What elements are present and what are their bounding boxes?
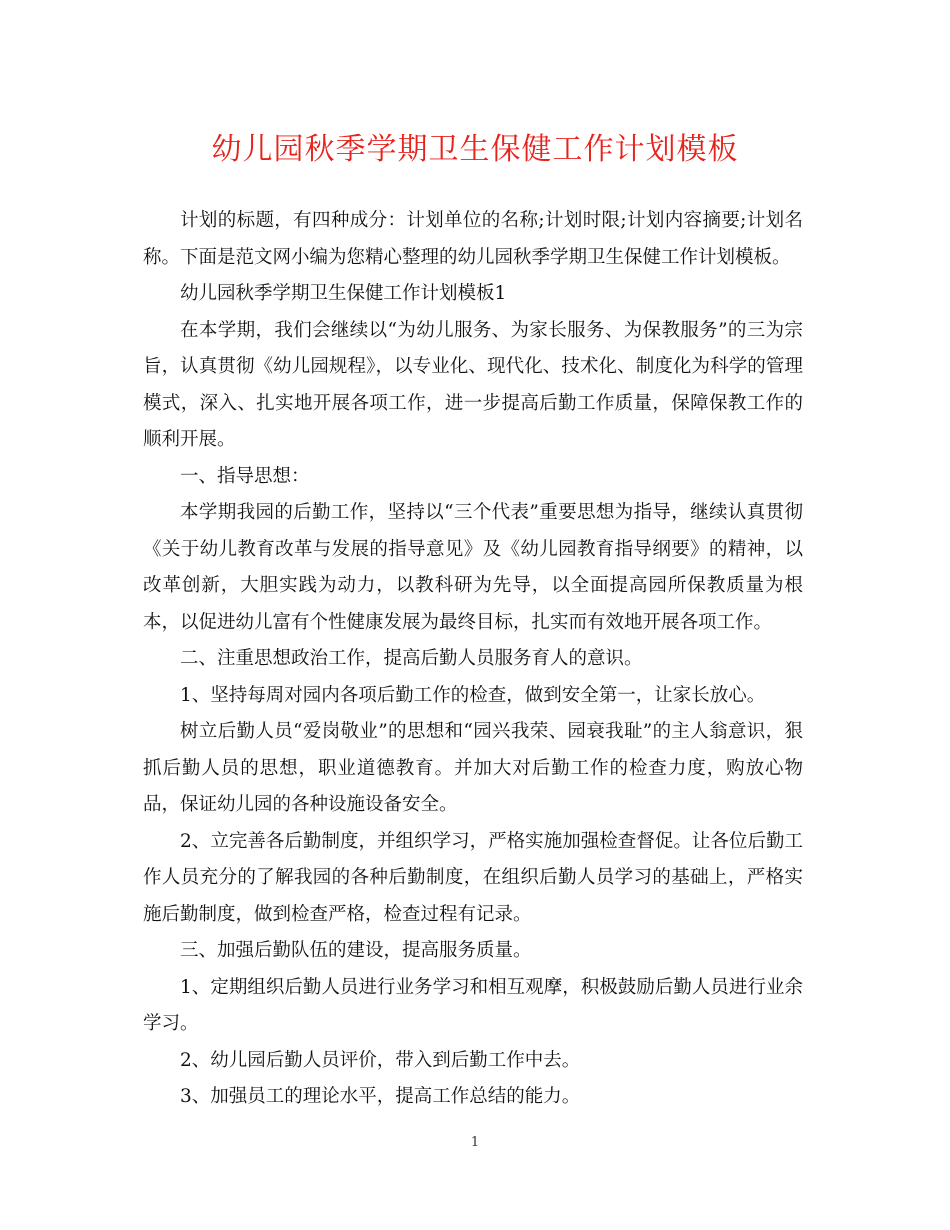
page-number: 1 (470, 1135, 480, 1150)
section-subtitle: 幼儿园秋季学期卫生保健工作计划模板1 (180, 283, 507, 304)
document-body (143, 203, 803, 1116)
section-heading: 二、注重思想政治工作，提高后勤人员服务育人的意识。 (180, 648, 643, 669)
list-item: 1、坚持每周对园内各项后勤工作的检查，做到安全第一，让家长放心。 (180, 684, 766, 706)
document-title: 幼儿园秋季学期卫生保健工作计划模板 (211, 132, 739, 167)
section-heading: 一、指导思想： (180, 465, 310, 487)
list-item: 2、立完善各后勤制度，并组织学习，严格实施加强检查督促。让各位后勤工作人员充分的了解我园的各种后勤制度，在组织后勤人员学习的基础上，严格实施后勤制度，做到检查严格，检查过程有记录。 (143, 830, 803, 925)
list-item: 3、加强员工的理论水平，提高工作总结的能力。 (180, 1086, 581, 1107)
body-paragraph: 本学期我园的后勤工作，坚持以“三个代表”重要思想为指导，继续认真贯彻《关于幼儿教育改革与发展的指导意见》及《幼儿园教育指导纲要》的精神，以改革创新，大胆实践为动力，以教科研为先导，以全面提高园所保教质量为根本，以促进幼儿富有个性健康发展为最终目标，扎实而有效地开展各项工作。 (143, 502, 803, 633)
body-paragraph: 树立后勤人员“爱岗敬业”的思想和“园兴我荣、园衰我耻”的主人翁意识，狠抓后勤人员的思想，职业道德教育。并加大对后勤工作的检查力度，购放心物品，保证幼儿园的各种设施设备安全。 (143, 721, 803, 815)
body-paragraph: 在本学期，我们会继续以“为幼儿服务、为家长服务、为保教服务”的三为宗旨，认真贯彻《幼儿园规程》，以专业化、现代化、技术化、制度化为科学的管理模式，深入、扎实地开展各项工作，进一步提高后勤工作质量，保障保教工作的顺利开展。 (143, 319, 803, 450)
list-item: 2、幼儿园后勤人员评价，带入到后勤工作中去。 (180, 1049, 581, 1071)
section-heading: 三、加强后勤队伍的建设，提高服务质量。 (180, 940, 532, 961)
list-item: 1、定期组织后勤人员进行业务学习和相互观摩，积极鼓励后勤人员进行业余学习。 (143, 976, 803, 1034)
intro-paragraph: 计划的标题，有四种成分：计划单位的名称;计划时限;计划内容摘要;计划名称。下面是范文网小编为您精心整理的幼儿园秋季学期卫生保健工作计划模板。 (143, 210, 803, 268)
